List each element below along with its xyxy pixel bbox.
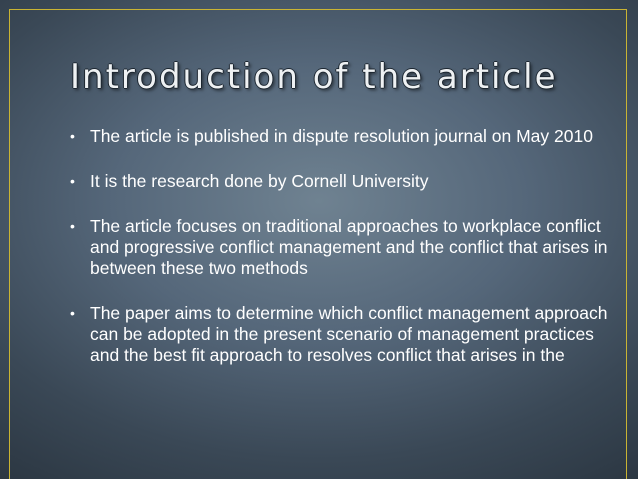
bullet-dot: •: [70, 128, 75, 144]
bullet-text: The paper aims to determine which conflict management approach can be adopted in the present scenario of management practices and the best fit approach to resolves conflict that arises in the: [90, 303, 608, 365]
bullet-item-1: [70, 126, 610, 147]
bullet-dot: •: [70, 305, 75, 321]
slide-title: Introduction of the article: [70, 57, 558, 97]
bullet-dot: •: [70, 218, 75, 234]
bullet-list: [70, 126, 610, 366]
bullet-text: It is the research done by Cornell University: [90, 171, 429, 191]
bullet-item-2: [70, 171, 610, 192]
bullet-dot: •: [70, 173, 75, 189]
bullet-item-4: [70, 303, 610, 366]
bullet-text: The article focuses on traditional approaches to workplace conflict and progressive conflict management and the conflict that arises in between these two methods: [90, 216, 608, 278]
bullet-text: The article is published in dispute resolution journal on May 2010: [90, 126, 593, 146]
bullet-item-3: [70, 216, 610, 279]
